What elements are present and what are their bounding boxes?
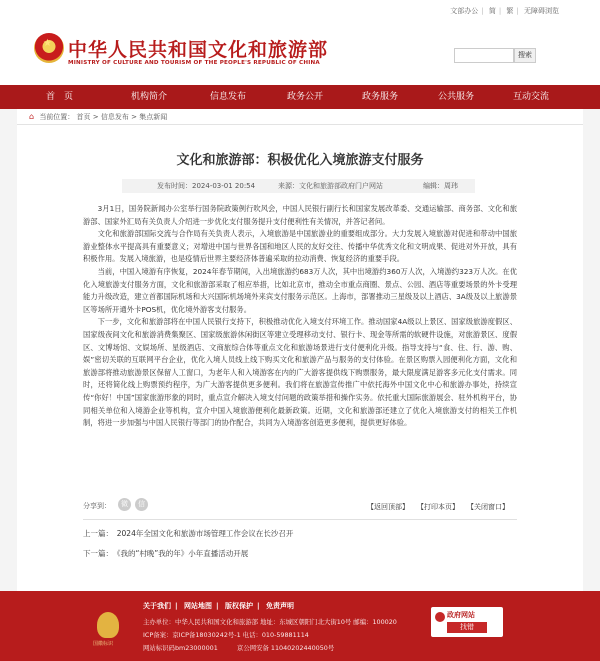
paragraph: 当前，中国入境游有序恢复，2024年春节期间，入出境旅游约683万人次，其中出境游约360万人次，入境游约323万人次。在优化入境旅游支付服务方面，文化和旅游部采取了相应举措，比如北京市，推动全市重点商圈、景点、公园、酒店等重要场景的外卡受理能力升级改造，建立首都国际机场和大兴国际机场境外来宾支付服务示范区。上海市，部署推动三星级及以上酒店、3A级及以上旅游景区等场所开通外卡POS机，优化境外游客支付服务。	[83, 266, 517, 314]
nav-gov-affairs[interactable]: 政务公开	[287, 92, 324, 102]
file-center-link[interactable]: 文部办公	[450, 7, 479, 15]
divider: |	[257, 602, 260, 610]
accessibility-link[interactable]: 无障碍浏览	[524, 7, 559, 15]
traditional-link[interactable]: 繁	[506, 7, 514, 15]
site-title[interactable]: 中华人民共和国文化和旅游部	[68, 39, 329, 61]
share-label: 分享到：	[83, 502, 111, 510]
breadcrumb-sep: >	[92, 113, 101, 121]
badge-action: 找错	[447, 622, 487, 633]
badge-title: 政府网站	[447, 611, 475, 619]
close-window-link[interactable]: 【关闭窗口】	[467, 503, 509, 511]
prev-article-link[interactable]: 上一篇： 2024年全国文化和旅游市场管理工作会议在长沙召开	[83, 529, 294, 538]
breadcrumb-news[interactable]: 信息发布	[100, 113, 129, 121]
site-header	[0, 22, 600, 85]
nav-gov-service[interactable]: 政务服务	[362, 92, 399, 102]
divider: |	[516, 7, 519, 15]
search-input[interactable]	[454, 48, 514, 63]
footer-links	[143, 601, 298, 611]
gov-site-error-badge[interactable]	[431, 607, 503, 637]
nav-interaction[interactable]: 互动交流	[513, 92, 550, 102]
publish-time: 发布时间：2024-03-01 20:54	[157, 182, 256, 190]
article-page	[17, 109, 583, 591]
top-bar	[0, 0, 600, 22]
article-editor: 编辑：周玮	[423, 182, 458, 190]
wechat-share-icon[interactable]: 微	[118, 498, 131, 511]
breadcrumb-prefix: 当前位置：	[39, 113, 75, 121]
divider: |	[498, 7, 502, 15]
breadcrumb-sep: >	[131, 113, 140, 121]
nav-news[interactable]: 信息发布	[210, 92, 247, 102]
footer-site-id: 网站标识码bm23000001 京公网安备 11040202440050号	[143, 644, 335, 652]
divider: |	[175, 602, 178, 610]
footer-logo-text: 国徽标识	[93, 641, 114, 647]
divider: |	[481, 7, 484, 15]
nav-home[interactable]: 首 页	[46, 92, 74, 102]
breadcrumb	[29, 112, 167, 122]
site-map-link[interactable]: 网站地图	[184, 602, 212, 610]
footer-sponsor: 主办单位：中华人民共和国文化和旅游部 地址：东城区朝阳门北大街10号 邮编：100020	[143, 618, 397, 626]
paragraph: 3月1日，国务院新闻办公室举行国务院政策例行吹风会，中国人民银行副行长和国家发展改革委、交通运输部、商务部、文化和旅游部、国家外汇局有关负责人介绍进一步优化支付服务提升支付便利性有关情况，并答记者问。	[83, 204, 517, 226]
badge-icon	[435, 612, 445, 622]
paragraph: 下一步，文化和旅游部将在中国人民银行支持下，积极推动优化入境支付环境工作。推动国家4A级以上景区、国家级旅游度假区、国家级夜间文化和旅游消费集聚区、国家级旅游休闲街区等建立受理移动支付、银行卡、现金等所需的软硬件设施，对旅游景区、度假区、文博场馆、文娱场所、星级酒店、文商旅综合体等重点文化和旅游场景进行支付便利化升级。指导支持与“食、住、行、游、购、娱”密切关联的互联网平台企业，优化入境人员线上线下购买文化和旅游产品与服务的支付体验。在景区购票入园便利化方面，文化和旅游部将推动旅游景区保留人工窗口，为老年人和入境游客在内的广大游客提供线下购票服务，最大限度满足游客多元化支付需求。同时，还将简化线上购票预约程序，为广大游客提供更多便利。我们将在旅游宣传推广中依托海外中国文化中心和旅游办事处，持续宣传“你好！中国”国家旅游形象的同时，重点宣介解决入境支付问题的政策举措和操作实务。依托重大国际旅游展会、驻外机构平台，协同相关单位和入境游企业等机构，宣介中国入境旅游便利化最新政策。近期，文化和旅游部还建立了优化入境旅游支付的相关工作机制，将进一步加强与中国人民银行等部门的协作配合，共同为入境游客创造更多便利，提供更好体验。	[83, 317, 517, 428]
divider: |	[216, 602, 219, 610]
article-source: 来源：文化和旅游部政府门户网站	[278, 182, 383, 190]
paragraph: 文化和旅游部国际交流与合作局有关负责人表示，入境旅游是中国旅游业的重要组成部分。大力发展入境旅游对促进和带动中国旅游业整体水平提高具有重要意义；对增进中国与世界各国和地区人民的友好交往、传播中华优秀文化和文明成果、促进对外开放，具有积极作用。发展入境旅游，也是疫情后世界主要经济体普遍采取的拉动消费、恢复经济的重要手段。	[83, 229, 517, 264]
article-title: 文化和旅游部：积极优化入境旅游支付服务	[176, 153, 424, 168]
divider	[83, 519, 517, 520]
site-title-en: MINISTRY OF CULTURE AND TOURISM OF THE PEOPLE'S REPUBLIC OF CHINA	[68, 60, 320, 66]
nav-about[interactable]: 机构简介	[131, 92, 168, 102]
article-body	[83, 203, 517, 430]
back-to-top-link[interactable]: 【返回顶部】	[367, 503, 409, 511]
about-us-link[interactable]: 关于我们	[143, 602, 171, 610]
emblem-icon	[97, 612, 119, 638]
print-page-link[interactable]: 【打印本页】	[417, 503, 459, 511]
footer-icp: ICP备案：京ICP备18030242号-1 电话：010-59881114	[143, 631, 309, 639]
divider	[17, 124, 583, 125]
site-footer	[0, 591, 600, 661]
home-icon: ⌂	[29, 112, 35, 121]
breadcrumb-home[interactable]: 首页	[76, 113, 91, 121]
breadcrumb-focus[interactable]: 集点新闻	[139, 113, 168, 121]
main-nav	[0, 85, 600, 109]
national-emblem-icon[interactable]	[34, 33, 64, 63]
nav-public-service[interactable]: 公共服务	[438, 92, 475, 102]
next-article-link[interactable]: 下一篇： 《我的“村晚”我的年》小年直播活动开展	[83, 549, 249, 558]
top-links	[447, 6, 562, 16]
search-button[interactable]: 搜索	[514, 48, 536, 63]
disclaimer-link[interactable]: 免责声明	[266, 602, 294, 610]
copyright-link[interactable]: 版权保护	[225, 602, 253, 610]
star-icon: ★	[43, 38, 52, 49]
simplified-link[interactable]: 简	[488, 7, 496, 15]
article-meta	[122, 179, 475, 193]
weibo-share-icon[interactable]: 信	[135, 498, 148, 511]
